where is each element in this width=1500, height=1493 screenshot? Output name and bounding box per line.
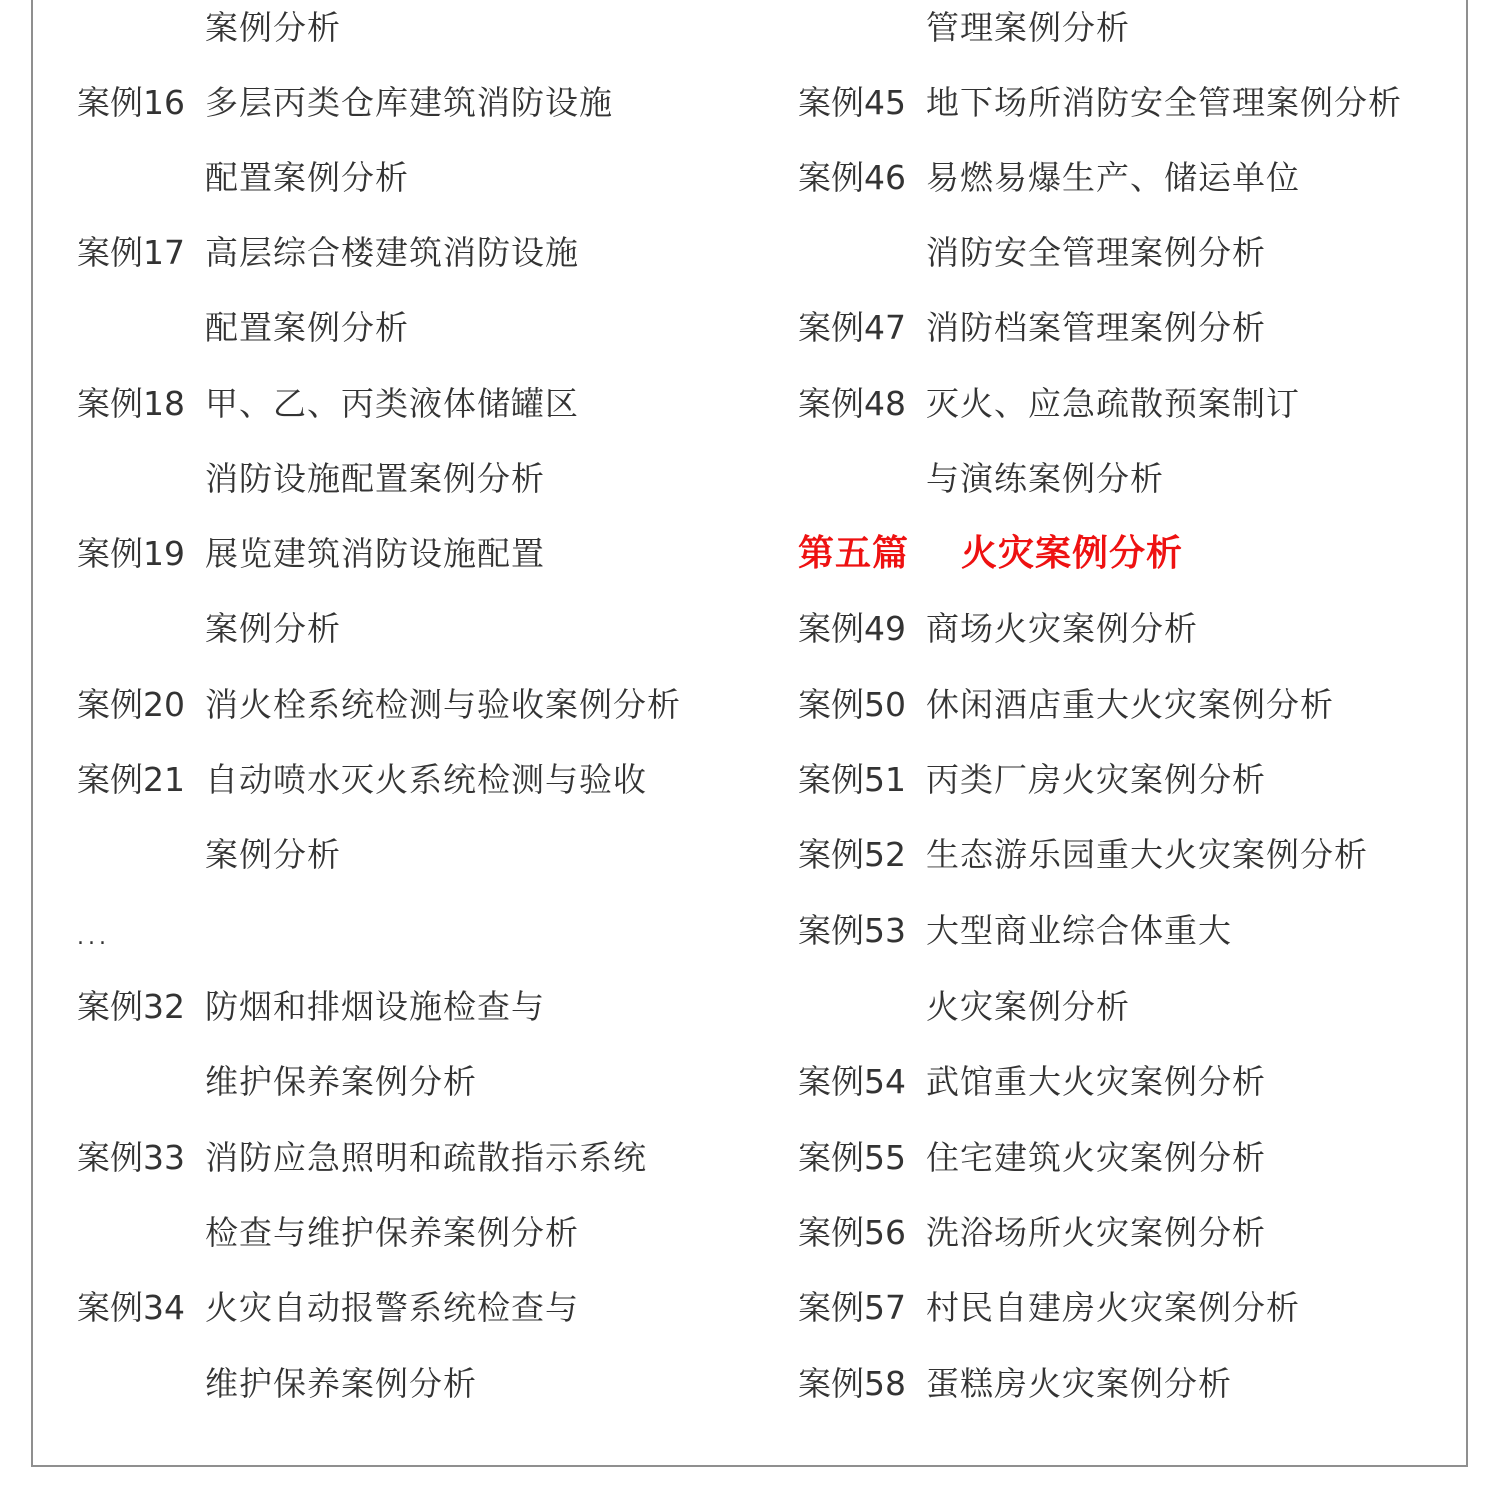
entry-title: 展览建筑消防设施配置 (205, 534, 545, 573)
entry-number: 案例54 (798, 1062, 906, 1101)
entry-title: 易燃易爆生产、储运单位 (926, 158, 1300, 197)
entry-title: 消防安全管理案例分析 (926, 233, 1266, 272)
entry-title: 检查与维护保养案例分析 (205, 1213, 579, 1252)
entry-number: 案例56 (798, 1213, 906, 1252)
entry-title: 防烟和排烟设施检查与 (205, 987, 545, 1026)
entry-number: 案例52 (798, 835, 906, 874)
entry-title: 住宅建筑火灾案例分析 (926, 1138, 1266, 1177)
entry-title: 案例分析 (205, 8, 341, 47)
entry-title: 配置案例分析 (205, 158, 409, 197)
entry-title: 高层综合楼建筑消防设施 (205, 233, 579, 272)
entry-title: 消防应急照明和疏散指示系统 (205, 1138, 647, 1177)
entry-title: 休闲酒店重大火灾案例分析 (926, 685, 1334, 724)
entry-title: 生态游乐园重大火灾案例分析 (926, 835, 1368, 874)
entry-title: 甲、乙、丙类液体储罐区 (205, 384, 579, 423)
entry-number: 案例58 (798, 1364, 906, 1403)
entry-title: 案例分析 (205, 609, 341, 648)
section-number: 第五篇 (798, 533, 910, 574)
entry-title: 配置案例分析 (205, 308, 409, 347)
entry-title: 武馆重大火灾案例分析 (926, 1062, 1266, 1101)
entry-title: 自动喷水灭火系统检测与验收 (205, 760, 647, 799)
entry-title: 商场火灾案例分析 (926, 609, 1198, 648)
entry-title: 大型商业综合体重大 (926, 911, 1232, 950)
entry-title: 消防设施配置案例分析 (205, 459, 545, 498)
ellipsis: ... (77, 925, 110, 950)
entry-title: 火灾自动报警系统检查与 (205, 1288, 579, 1327)
entry-number: 案例47 (798, 308, 906, 347)
entry-number: 案例33 (77, 1138, 185, 1177)
entry-title: 洗浴场所火灾案例分析 (926, 1213, 1266, 1252)
entry-number: 案例51 (798, 760, 906, 799)
entry-title: 丙类厂房火灾案例分析 (926, 760, 1266, 799)
entry-number: 案例17 (77, 233, 185, 272)
entry-title: 维护保养案例分析 (205, 1062, 477, 1101)
entry-number: 案例57 (798, 1288, 906, 1327)
entry-title: 村民自建房火灾案例分析 (926, 1288, 1300, 1327)
entry-title: 火灾案例分析 (926, 987, 1130, 1026)
entry-number: 案例48 (798, 384, 906, 423)
entry-number: 案例20 (77, 685, 185, 724)
entry-number: 案例55 (798, 1138, 906, 1177)
entry-title: 维护保养案例分析 (205, 1364, 477, 1403)
entry-number: 案例46 (798, 158, 906, 197)
entry-title: 蛋糕房火灾案例分析 (926, 1364, 1232, 1403)
entry-number: 案例50 (798, 685, 906, 724)
entry-number: 案例45 (798, 83, 906, 122)
entry-title: 灭火、应急疏散预案制订 (926, 384, 1300, 423)
entry-title: 多层丙类仓库建筑消防设施 (205, 83, 613, 122)
entry-title: 消防档案管理案例分析 (926, 308, 1266, 347)
entry-title: 消火栓系统检测与验收案例分析 (205, 685, 681, 724)
entry-number: 案例34 (77, 1288, 185, 1327)
section-title: 火灾案例分析 (961, 533, 1184, 574)
entry-title: 案例分析 (205, 835, 341, 874)
entry-number: 案例21 (77, 760, 185, 799)
entry-title: 与演练案例分析 (926, 459, 1164, 498)
entry-title: 地下场所消防安全管理案例分析 (926, 83, 1402, 122)
entry-number: 案例32 (77, 987, 185, 1026)
entry-title: 管理案例分析 (926, 8, 1130, 47)
entry-number: 案例49 (798, 609, 906, 648)
entry-number: 案例53 (798, 911, 906, 950)
entry-number: 案例19 (77, 534, 185, 573)
entry-number: 案例18 (77, 384, 185, 423)
entry-number: 案例16 (77, 83, 185, 122)
